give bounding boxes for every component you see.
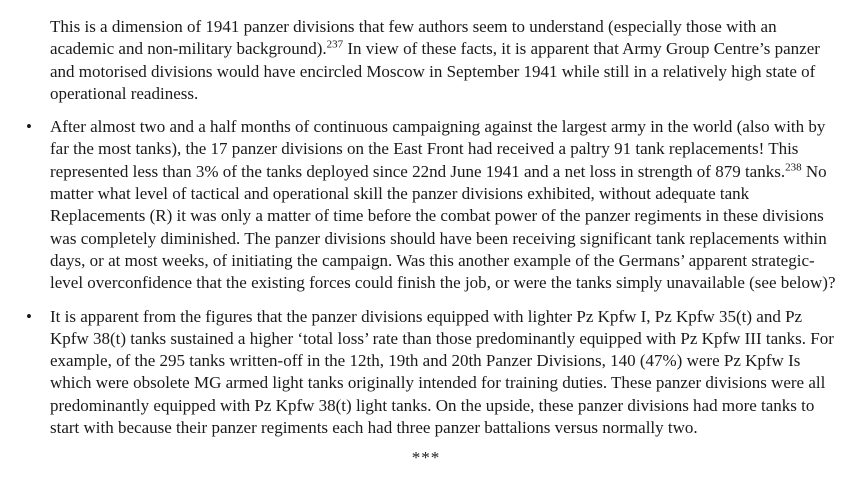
bullet-text xyxy=(50,306,836,440)
footnote-ref-238: 238 xyxy=(785,161,802,174)
intro-text-before-footnote: This is a dimension of 1941 panzer divisions that few authors seem to understand (especially those with an academic and non-military background). xyxy=(50,17,777,59)
bullet-item-replacements xyxy=(26,116,836,294)
bullet2-text: It is apparent from the figures that the panzer divisions equipped with lighter Pz Kpfw I, Pz Kpfw 35(t) and Pz Kpfw 38(t) tanks sustained a higher ‘total loss’ rate than those predominantly equipped with Pz Kpfw III tanks. For example, of the 295 tanks written-off in the 12th, 19th and 20th Panzer Divisions, 140 (47%) were Pz Kpfw Is which were obsolete MG armed light tanks originally intended for training duties. These panzer divisions were all predominantly equipped with Pz Kpfw 38(t) light tanks. On the upside, these panzer divisions had more tanks to start with because their panzer regiments each had three panzer battalions versus normally two. xyxy=(50,306,834,438)
bullet-item-total-loss xyxy=(26,306,836,440)
footnote-ref-237: 237 xyxy=(326,38,344,51)
intro-paragraph xyxy=(50,16,836,105)
intro-text-after-footnote: In view of these facts, it is apparent that Army Group Centre’s panzer and motorised divisions would have encircled Moscow in September 1941 while still in a relatively high state of operational readiness. xyxy=(50,39,820,103)
bullet1-text-after-footnote: No matter what level of tactical and operational skill the panzer divisions exhibited, without adequate tank Replacements (R) it was only a matter of time before the combat power of the panzer regiments in these divisions was completely diminished. The panzer divisions should have been receiving significant tank replacements within days, or at most weeks, of initiating the campaign. Was this another example of the Germans’ apparent strategic-level overconfidence that the existing forces could finish the job, or were the tanks simply unavailable (see below)? xyxy=(50,161,836,293)
bullet1-text-before-footnote: After almost two and a half months of continuous campaigning against the largest army in the world (also with by far the most tanks), the 17 panzer divisions on the East Front had received a paltry 91 tank replacements! This represented less than 3% of the tanks deployed since 22nd June 1941 and a net loss in strength of 879 tanks. xyxy=(50,117,826,181)
section-break-asterisks: *** xyxy=(411,448,441,468)
bullet-text xyxy=(50,116,836,294)
bullet-icon: • xyxy=(26,306,32,326)
bullet-icon: • xyxy=(26,117,32,137)
